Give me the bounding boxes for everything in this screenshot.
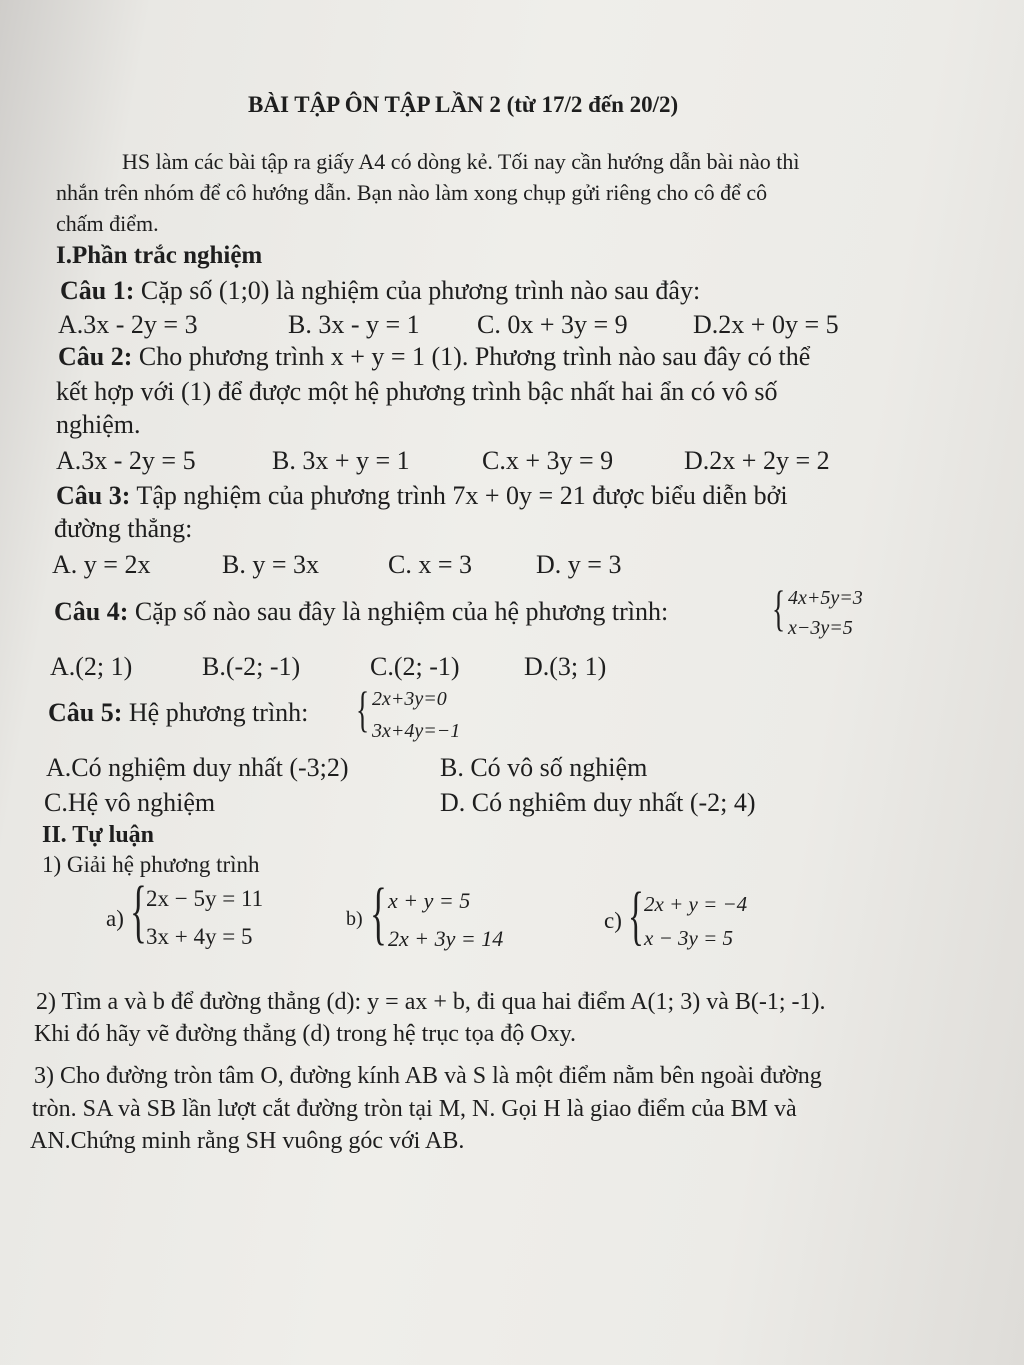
q4-option-b: B.(-2; -1) <box>202 652 301 681</box>
problem-1c-eq-2: x − 3y = 5 <box>644 926 733 950</box>
problem-1b-system <box>370 875 540 964</box>
q3-option-c: C. x = 3 <box>388 550 473 579</box>
problem-2-line-2: Khi đó hãy vẽ đường thẳng (d) trong hệ trục tọa độ Oxy. <box>34 1021 577 1047</box>
q4-option-c: C.(2; -1) <box>370 652 460 681</box>
q4-system <box>772 580 912 645</box>
page-title: BÀI TẬP ÔN TẬP LẦN 2 (từ 17/2 đến 20/2) <box>248 92 679 117</box>
question-1 <box>60 276 700 306</box>
question-3 <box>56 481 788 511</box>
section-essay-heading: II. Tự luận <box>42 822 155 848</box>
q2-option-c: C.x + 3y = 9 <box>482 446 614 475</box>
question-2-line-3: nghiệm. <box>56 410 141 439</box>
problem-1b-eq-2: 2x + 3y = 14 <box>388 926 504 951</box>
question-2 <box>58 342 810 372</box>
problem-2-line-1: 2) Tìm a và b để đường thẳng (d): y = ax + b, đi qua hai điểm A(1; 3) và B(-1; -1). <box>36 989 826 1015</box>
problem-1a-label: a) <box>106 906 124 931</box>
question-2-label: Câu 2: <box>58 342 133 371</box>
intro-line-1: HS làm các bài tập ra giấy A4 có dòng kẻ. Tối nay cần hướng dẫn bài nào thì <box>122 149 800 174</box>
q1-option-d: D.2x + 0y = 5 <box>693 310 839 339</box>
question-3-line-2: đường thẳng: <box>54 514 193 543</box>
problem-3-line-3: AN.Chứng minh rằng SH vuông góc với AB. <box>30 1128 465 1154</box>
section-multiple-choice-heading: I.Phần trắc nghiệm <box>56 242 263 269</box>
problem-1a-brace: { <box>130 873 147 950</box>
question-4-text: Cặp số nào sau đây là nghiệm của hệ phương trình: <box>128 597 669 626</box>
question-1-label: Câu 1: <box>60 276 135 305</box>
q5-option-c: C.Hệ vô nghiệm <box>44 788 216 817</box>
q2-option-b: B. 3x + y = 1 <box>272 446 410 475</box>
q5-brace: { <box>356 681 370 737</box>
question-1-text: Cặp số (1;0) là nghiệm của phương trình nào sau đây: <box>134 276 701 305</box>
q5-option-d: D. Có nghiêm duy nhất (-2; 4) <box>440 788 756 817</box>
q4-system-eq-1: 4x+5y=3 <box>788 587 863 609</box>
problem-3-line-1: 3) Cho đường tròn tâm O, đường kính AB và S là một điểm nằm bên ngoài đường <box>34 1063 822 1089</box>
problem-1b-eq-1: x + y = 5 <box>388 888 471 913</box>
intro-line-3: chấm điểm. <box>56 211 159 236</box>
problem-1c-label: c) <box>604 908 622 933</box>
q5-system-eq-1: 2x+3y=0 <box>372 688 447 710</box>
question-5-label: Câu 5: <box>48 698 123 727</box>
q1-option-a: A.3x - 2y = 3 <box>58 310 198 339</box>
question-4 <box>54 597 668 627</box>
q2-option-d: D.2x + 2y = 2 <box>684 446 830 475</box>
problem-1b-brace: { <box>370 875 387 952</box>
question-2-line-1: Cho phương trình x + y = 1 (1). Phương trình nào sau đây có thể <box>132 342 811 371</box>
question-5 <box>48 698 308 728</box>
q4-system-eq-2: x−3y=5 <box>788 617 853 639</box>
q5-option-b: B. Có vô số nghiệm <box>440 753 648 782</box>
q4-option-a: A.(2; 1) <box>50 652 133 681</box>
q1-option-c: C. 0x + 3y = 9 <box>477 310 628 339</box>
question-5-text: Hệ phương trình: <box>122 698 309 727</box>
q1-option-b: B. 3x - y = 1 <box>288 310 420 339</box>
q3-option-d: D. y = 3 <box>536 550 622 579</box>
q5-system <box>356 681 506 746</box>
question-4-label: Câu 4: <box>54 597 129 626</box>
problem-1c-brace: { <box>628 879 644 952</box>
problem-1-text: 1) Giải hệ phương trình <box>42 852 260 877</box>
q2-option-a: A.3x - 2y = 5 <box>56 446 196 475</box>
q5-system-eq-2: 3x+4y=−1 <box>372 720 461 742</box>
question-2-line-2: kết hợp với (1) để được một hệ phương trình bậc nhất hai ẩn có vô số <box>56 377 778 406</box>
problem-1c-system <box>628 879 788 962</box>
q5-option-a: A.Có nghiệm duy nhất (-3;2) <box>46 753 349 782</box>
q3-option-b: B. y = 3x <box>222 550 320 579</box>
problem-1a-system <box>130 873 300 962</box>
question-3-label: Câu 3: <box>56 481 131 510</box>
problem-1a-eq-2: 3x + 4y = 5 <box>146 924 253 949</box>
question-3-line-1: Tập nghiệm của phương trình 7x + 0y = 21 được biểu diễn bởi <box>130 481 788 510</box>
q4-option-d: D.(3; 1) <box>524 652 607 681</box>
problem-3-line-2: tròn. SA và SB lần lượt cắt đường tròn tại M, N. Gọi H là giao điểm của BM và <box>32 1096 797 1122</box>
q4-brace: { <box>772 580 786 636</box>
problem-1c-eq-1: 2x + y = −4 <box>644 892 748 916</box>
intro-line-2: nhắn trên nhóm để cô hướng dẫn. Bạn nào làm xong chụp gửi riêng cho cô để cô <box>56 180 768 205</box>
problem-1a-eq-1: 2x − 5y = 11 <box>146 886 264 911</box>
problem-1b-label: b) <box>346 908 363 930</box>
q3-option-a: A. y = 2x <box>52 550 151 579</box>
